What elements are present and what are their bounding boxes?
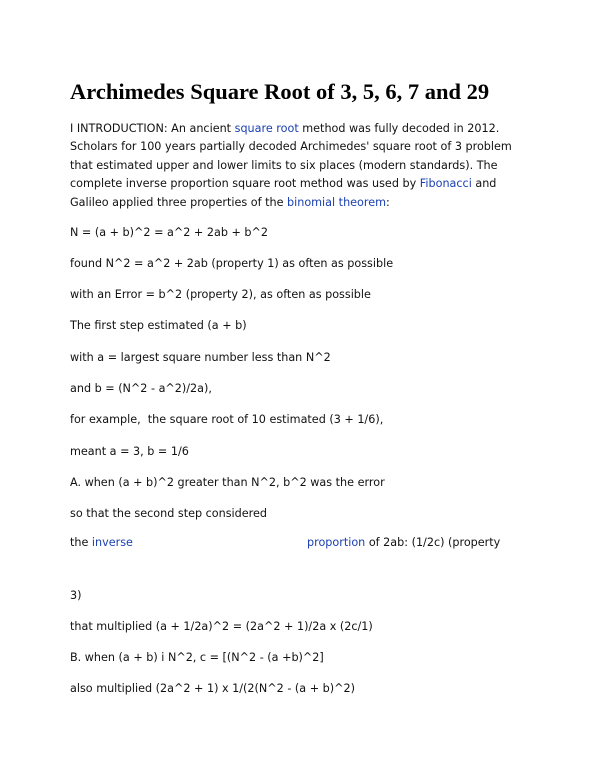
example-line: for example, the square root of 10 estimated (3 + 1/6), [70, 413, 384, 426]
square-root-link[interactable]: square root [234, 122, 299, 135]
property-3-continuation: 3) [70, 589, 82, 602]
fibonacci-link[interactable]: Fibonacci [419, 177, 472, 191]
inverse-prefix: the [70, 536, 92, 549]
also-multiplied-line: also multiplied (2a^2 + 1) x 1/(2(N^2 - (a + b)^2) [70, 682, 355, 695]
intro-paragraph [70, 120, 532, 212]
inverse-link[interactable]: inverse [91, 536, 133, 549]
property-3-text: of 2ab: (1/2c) (property [365, 536, 501, 549]
intro-text-4: : [386, 195, 390, 209]
binomial-theorem-link[interactable]: binomial theorem [287, 195, 387, 209]
second-step-line: so that the second step considered [70, 507, 267, 520]
multiplied-line: that multiplied (a + 1/2a)^2 = (2a^2 + 1)/2a x (2c/1) [70, 620, 373, 633]
example-values-line: meant a = 3, b = 1/6 [70, 445, 189, 458]
intro-text-3: and Galileo applied three properties of the [70, 177, 497, 209]
intro-text-1: I INTRODUCTION: An ancient [70, 122, 235, 135]
inverse-proportion-line [70, 535, 133, 551]
case-a-line: A. when (a + b)^2 greater than N^2, b^2 was the error [70, 476, 385, 489]
page-title: Archimedes Square Root of 3, 5, 6, 7 and 29 [70, 79, 490, 104]
intro-text-2: method was fully decoded in 2012. Scholars for 100 years partially decoded Archimedes' square root of 3 problem that estimated upper and lower limits to six places (modern standards). The complete inverse proportion square root method was used by [70, 122, 512, 191]
property-1-line: found N^2 = a^2 + 2ab (property 1) as often as possible [70, 257, 394, 270]
case-b-line: B. when (a + b) i N^2, c = [(N^2 - (a +b)^2] [70, 651, 324, 664]
property-2-line: with an Error = b^2 (property 2), as often as possible [70, 288, 371, 301]
proportion-link[interactable]: proportion [307, 536, 366, 549]
a-definition-line: with a = largest square number less than N^2 [70, 351, 331, 364]
equation-line: N = (a + b)^2 = a^2 + 2ab + b^2 [70, 226, 268, 239]
b-definition-line: and b = (N^2 - a^2)/2a), [70, 382, 212, 395]
first-step-line: The first step estimated (a + b) [70, 319, 247, 332]
proportion-segment [307, 535, 500, 551]
